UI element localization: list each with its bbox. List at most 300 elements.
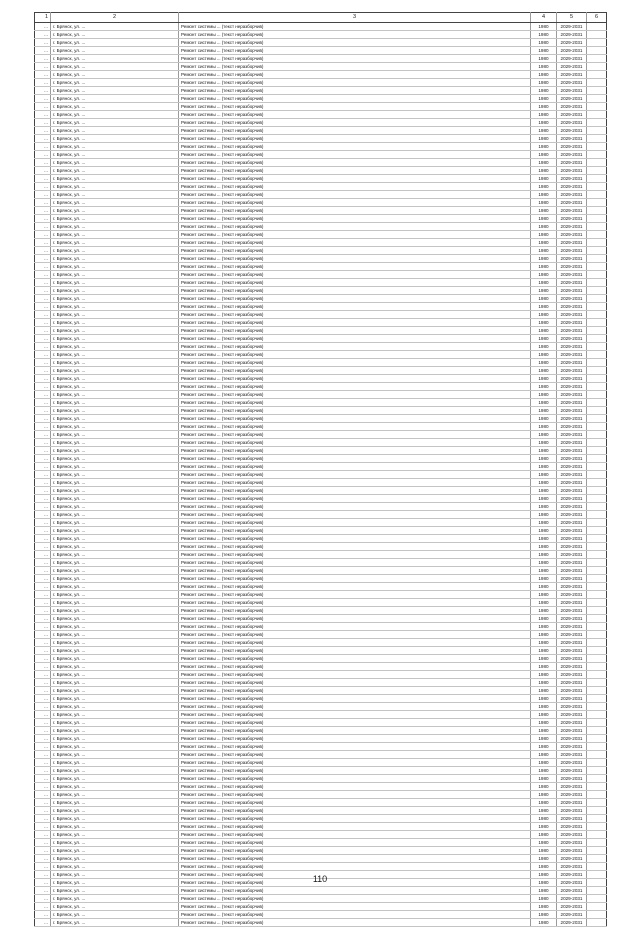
period-cell: 2029-2031 xyxy=(557,663,587,671)
table-row xyxy=(35,335,607,343)
table-row xyxy=(35,215,607,223)
work-description-cell: Ремонт системы ... (текст неразборчив) xyxy=(179,607,531,615)
year-cell: 1980 xyxy=(531,383,557,391)
period-cell: 2029-2031 xyxy=(557,847,587,855)
address-cell: г. Брянск, ул. ... xyxy=(51,615,179,623)
period-cell: 2029-2031 xyxy=(557,71,587,79)
address-cell: г. Брянск, ул. ... xyxy=(51,63,179,71)
year-cell: 1980 xyxy=(531,743,557,751)
table-row xyxy=(35,607,607,615)
address-cell: г. Брянск, ул. ... xyxy=(51,23,179,31)
address-cell: г. Брянск, ул. ... xyxy=(51,695,179,703)
extra-cell xyxy=(587,295,607,303)
table-row xyxy=(35,47,607,55)
year-cell: 1980 xyxy=(531,695,557,703)
row-number-cell: ... xyxy=(35,55,51,63)
address-cell: г. Брянск, ул. ... xyxy=(51,95,179,103)
row-number-cell: ... xyxy=(35,855,51,863)
row-number-cell: ... xyxy=(35,783,51,791)
table-row xyxy=(35,439,607,447)
extra-cell xyxy=(587,199,607,207)
table-row xyxy=(35,79,607,87)
address-cell: г. Брянск, ул. ... xyxy=(51,447,179,455)
table-row xyxy=(35,263,607,271)
period-cell: 2029-2031 xyxy=(557,615,587,623)
extra-cell xyxy=(587,359,607,367)
period-cell: 2029-2031 xyxy=(557,911,587,919)
period-cell: 2029-2031 xyxy=(557,799,587,807)
period-cell: 2029-2031 xyxy=(557,607,587,615)
address-cell: г. Брянск, ул. ... xyxy=(51,231,179,239)
period-cell: 2029-2031 xyxy=(557,95,587,103)
address-cell: г. Брянск, ул. ... xyxy=(51,783,179,791)
period-cell: 2029-2031 xyxy=(557,447,587,455)
work-description-cell: Ремонт системы ... (текст неразборчив) xyxy=(179,415,531,423)
table-row xyxy=(35,223,607,231)
table-row xyxy=(35,903,607,911)
address-cell: г. Брянск, ул. ... xyxy=(51,351,179,359)
table-row xyxy=(35,135,607,143)
year-cell: 1980 xyxy=(531,439,557,447)
address-cell: г. Брянск, ул. ... xyxy=(51,919,179,927)
work-description-cell: Ремонт системы ... (текст неразборчив) xyxy=(179,543,531,551)
extra-cell xyxy=(587,767,607,775)
extra-cell xyxy=(587,743,607,751)
table-row xyxy=(35,671,607,679)
work-description-cell: Ремонт системы ... (текст неразборчив) xyxy=(179,143,531,151)
work-description-cell: Ремонт системы ... (текст неразборчив) xyxy=(179,775,531,783)
work-description-cell: Ремонт системы ... (текст неразборчив) xyxy=(179,239,531,247)
period-cell: 2029-2031 xyxy=(557,815,587,823)
year-cell: 1980 xyxy=(531,679,557,687)
period-cell: 2029-2031 xyxy=(557,495,587,503)
row-number-cell: ... xyxy=(35,871,51,879)
year-cell: 1980 xyxy=(531,319,557,327)
work-description-cell: Ремонт системы ... (текст неразборчив) xyxy=(179,847,531,855)
row-number-cell: ... xyxy=(35,111,51,119)
address-cell: г. Брянск, ул. ... xyxy=(51,463,179,471)
year-cell: 1980 xyxy=(531,135,557,143)
work-description-cell: Ремонт системы ... (текст неразборчив) xyxy=(179,191,531,199)
table-row xyxy=(35,839,607,847)
work-description-cell: Ремонт системы ... (текст неразборчив) xyxy=(179,255,531,263)
period-cell: 2029-2031 xyxy=(557,687,587,695)
extra-cell xyxy=(587,887,607,895)
row-number-cell: ... xyxy=(35,791,51,799)
address-cell: г. Брянск, ул. ... xyxy=(51,623,179,631)
row-number-cell: ... xyxy=(35,567,51,575)
period-cell: 2029-2031 xyxy=(557,327,587,335)
period-cell: 2029-2031 xyxy=(557,407,587,415)
address-cell: г. Брянск, ул. ... xyxy=(51,263,179,271)
year-cell: 1980 xyxy=(531,895,557,903)
period-cell: 2029-2031 xyxy=(557,655,587,663)
row-number-cell: ... xyxy=(35,255,51,263)
row-number-cell: ... xyxy=(35,551,51,559)
row-number-cell: ... xyxy=(35,607,51,615)
work-description-cell: Ремонт системы ... (текст неразборчив) xyxy=(179,767,531,775)
extra-cell xyxy=(587,855,607,863)
table-row xyxy=(35,367,607,375)
address-cell: г. Брянск, ул. ... xyxy=(51,495,179,503)
period-cell: 2029-2031 xyxy=(557,183,587,191)
table-row xyxy=(35,199,607,207)
work-description-cell: Ремонт системы ... (текст неразборчив) xyxy=(179,487,531,495)
address-cell: г. Брянск, ул. ... xyxy=(51,31,179,39)
period-cell: 2029-2031 xyxy=(557,231,587,239)
row-number-cell: ... xyxy=(35,271,51,279)
period-cell: 2029-2031 xyxy=(557,695,587,703)
work-description-cell: Ремонт системы ... (текст неразборчив) xyxy=(179,871,531,879)
row-number-cell: ... xyxy=(35,79,51,87)
work-description-cell: Ремонт системы ... (текст неразборчив) xyxy=(179,719,531,727)
extra-cell xyxy=(587,463,607,471)
extra-cell xyxy=(587,831,607,839)
row-number-cell: ... xyxy=(35,71,51,79)
work-description-cell: Ремонт системы ... (текст неразборчив) xyxy=(179,135,531,143)
year-cell: 1980 xyxy=(531,207,557,215)
address-cell: г. Брянск, ул. ... xyxy=(51,127,179,135)
year-cell: 1980 xyxy=(531,583,557,591)
year-cell: 1980 xyxy=(531,263,557,271)
table-row xyxy=(35,479,607,487)
year-cell: 1980 xyxy=(531,887,557,895)
year-cell: 1980 xyxy=(531,23,557,31)
column-header-6: 6 xyxy=(587,13,607,23)
table-row xyxy=(35,615,607,623)
work-description-cell: Ремонт системы ... (текст неразборчив) xyxy=(179,311,531,319)
row-number-cell: ... xyxy=(35,295,51,303)
table-row xyxy=(35,767,607,775)
extra-cell xyxy=(587,263,607,271)
address-cell: г. Брянск, ул. ... xyxy=(51,751,179,759)
work-description-cell: Ремонт системы ... (текст неразборчив) xyxy=(179,39,531,47)
period-cell: 2029-2031 xyxy=(557,207,587,215)
row-number-cell: ... xyxy=(35,823,51,831)
work-description-cell: Ремонт системы ... (текст неразборчив) xyxy=(179,247,531,255)
table-row xyxy=(35,655,607,663)
year-cell: 1980 xyxy=(531,159,557,167)
address-cell: г. Брянск, ул. ... xyxy=(51,511,179,519)
work-description-cell: Ремонт системы ... (текст неразборчив) xyxy=(179,919,531,927)
row-number-cell: ... xyxy=(35,415,51,423)
extra-cell xyxy=(587,287,607,295)
table-row xyxy=(35,39,607,47)
period-cell: 2029-2031 xyxy=(557,719,587,727)
period-cell: 2029-2031 xyxy=(557,703,587,711)
address-cell: г. Брянск, ул. ... xyxy=(51,535,179,543)
row-number-cell: ... xyxy=(35,839,51,847)
row-number-cell: ... xyxy=(35,751,51,759)
table-row xyxy=(35,911,607,919)
work-description-cell: Ремонт системы ... (текст неразборчив) xyxy=(179,119,531,127)
table-row xyxy=(35,551,607,559)
address-cell: г. Брянск, ул. ... xyxy=(51,143,179,151)
row-number-cell: ... xyxy=(35,503,51,511)
table-row xyxy=(35,487,607,495)
page-number: 110 xyxy=(312,874,328,884)
table-row xyxy=(35,471,607,479)
table-row xyxy=(35,631,607,639)
table-row xyxy=(35,391,607,399)
extra-cell xyxy=(587,79,607,87)
table-row xyxy=(35,759,607,767)
work-description-cell: Ремонт системы ... (текст неразборчив) xyxy=(179,71,531,79)
column-header-4: 4 xyxy=(531,13,557,23)
table-row xyxy=(35,303,607,311)
period-cell: 2029-2031 xyxy=(557,583,587,591)
period-cell: 2029-2031 xyxy=(557,295,587,303)
work-description-cell: Ремонт системы ... (текст неразборчив) xyxy=(179,639,531,647)
table-row xyxy=(35,119,607,127)
address-cell: г. Брянск, ул. ... xyxy=(51,855,179,863)
address-cell: г. Брянск, ул. ... xyxy=(51,159,179,167)
period-cell: 2029-2031 xyxy=(557,151,587,159)
year-cell: 1980 xyxy=(531,503,557,511)
year-cell: 1980 xyxy=(531,831,557,839)
year-cell: 1980 xyxy=(531,767,557,775)
year-cell: 1980 xyxy=(531,839,557,847)
work-description-cell: Ремонт системы ... (текст неразборчив) xyxy=(179,623,531,631)
year-cell: 1980 xyxy=(531,167,557,175)
period-cell: 2029-2031 xyxy=(557,343,587,351)
address-cell: г. Брянск, ул. ... xyxy=(51,759,179,767)
year-cell: 1980 xyxy=(531,711,557,719)
period-cell: 2029-2031 xyxy=(557,23,587,31)
row-number-cell: ... xyxy=(35,399,51,407)
year-cell: 1980 xyxy=(531,703,557,711)
row-number-cell: ... xyxy=(35,807,51,815)
table-row xyxy=(35,599,607,607)
year-cell: 1980 xyxy=(531,231,557,239)
period-cell: 2029-2031 xyxy=(557,191,587,199)
year-cell: 1980 xyxy=(531,31,557,39)
row-number-cell: ... xyxy=(35,599,51,607)
work-description-cell: Ремонт системы ... (текст неразборчив) xyxy=(179,63,531,71)
address-cell: г. Брянск, ул. ... xyxy=(51,175,179,183)
table-row xyxy=(35,567,607,575)
extra-cell xyxy=(587,143,607,151)
extra-cell xyxy=(587,559,607,567)
period-cell: 2029-2031 xyxy=(557,103,587,111)
year-cell: 1980 xyxy=(531,279,557,287)
period-cell: 2029-2031 xyxy=(557,919,587,927)
address-cell: г. Брянск, ул. ... xyxy=(51,319,179,327)
address-cell: г. Брянск, ул. ... xyxy=(51,167,179,175)
work-description-cell: Ремонт системы ... (текст неразборчив) xyxy=(179,431,531,439)
period-cell: 2029-2031 xyxy=(557,479,587,487)
table-row xyxy=(35,399,607,407)
year-cell: 1980 xyxy=(531,151,557,159)
address-cell: г. Брянск, ул. ... xyxy=(51,311,179,319)
extra-cell xyxy=(587,95,607,103)
table-row xyxy=(35,815,607,823)
work-description-cell: Ремонт системы ... (текст неразборчив) xyxy=(179,407,531,415)
extra-cell xyxy=(587,815,607,823)
period-cell: 2029-2031 xyxy=(557,759,587,767)
address-cell: г. Брянск, ул. ... xyxy=(51,39,179,47)
year-cell: 1980 xyxy=(531,79,557,87)
row-number-cell: ... xyxy=(35,695,51,703)
year-cell: 1980 xyxy=(531,183,557,191)
row-number-cell: ... xyxy=(35,495,51,503)
extra-cell xyxy=(587,863,607,871)
period-cell: 2029-2031 xyxy=(557,159,587,167)
year-cell: 1980 xyxy=(531,111,557,119)
address-cell: г. Брянск, ул. ... xyxy=(51,239,179,247)
table-row xyxy=(35,359,607,367)
extra-cell xyxy=(587,431,607,439)
table-row xyxy=(35,191,607,199)
table-row xyxy=(35,583,607,591)
year-cell: 1980 xyxy=(531,783,557,791)
address-cell: г. Брянск, ул. ... xyxy=(51,839,179,847)
period-cell: 2029-2031 xyxy=(557,351,587,359)
period-cell: 2029-2031 xyxy=(557,503,587,511)
column-header-5: 5 xyxy=(557,13,587,23)
row-number-cell: ... xyxy=(35,407,51,415)
work-description-cell: Ремонт системы ... (текст неразборчив) xyxy=(179,751,531,759)
work-description-cell: Ремонт системы ... (текст неразборчив) xyxy=(179,87,531,95)
table-row xyxy=(35,319,607,327)
year-cell: 1980 xyxy=(531,271,557,279)
extra-cell xyxy=(587,47,607,55)
row-number-cell: ... xyxy=(35,575,51,583)
year-cell: 1980 xyxy=(531,919,557,927)
extra-cell xyxy=(587,303,607,311)
extra-cell xyxy=(587,663,607,671)
table-row xyxy=(35,855,607,863)
row-number-cell: ... xyxy=(35,831,51,839)
row-number-cell: ... xyxy=(35,527,51,535)
row-number-cell: ... xyxy=(35,743,51,751)
address-cell: г. Брянск, ул. ... xyxy=(51,271,179,279)
work-description-cell: Ремонт системы ... (текст неразборчив) xyxy=(179,447,531,455)
period-cell: 2029-2031 xyxy=(557,311,587,319)
work-description-cell: Ремонт системы ... (текст неразборчив) xyxy=(179,287,531,295)
address-cell: г. Брянск, ул. ... xyxy=(51,479,179,487)
extra-cell xyxy=(587,135,607,143)
period-cell: 2029-2031 xyxy=(557,391,587,399)
extra-cell xyxy=(587,23,607,31)
row-number-cell: ... xyxy=(35,479,51,487)
row-number-cell: ... xyxy=(35,863,51,871)
work-description-cell: Ремонт системы ... (текст неразборчив) xyxy=(179,303,531,311)
table-row xyxy=(35,735,607,743)
extra-cell xyxy=(587,487,607,495)
work-description-cell: Ремонт системы ... (текст неразборчив) xyxy=(179,903,531,911)
work-description-cell: Ремонт системы ... (текст неразборчив) xyxy=(179,383,531,391)
year-cell: 1980 xyxy=(531,175,557,183)
table-row xyxy=(35,295,607,303)
extra-cell xyxy=(587,535,607,543)
work-description-cell: Ремонт системы ... (текст неразборчив) xyxy=(179,375,531,383)
row-number-cell: ... xyxy=(35,847,51,855)
work-description-cell: Ремонт системы ... (текст неразборчив) xyxy=(179,647,531,655)
extra-cell xyxy=(587,703,607,711)
work-description-cell: Ремонт системы ... (текст неразборчив) xyxy=(179,823,531,831)
extra-cell xyxy=(587,695,607,703)
year-cell: 1980 xyxy=(531,399,557,407)
work-description-cell: Ремонт системы ... (текст неразборчив) xyxy=(179,839,531,847)
table-row xyxy=(35,271,607,279)
period-cell: 2029-2031 xyxy=(557,903,587,911)
address-cell: г. Брянск, ул. ... xyxy=(51,575,179,583)
address-cell: г. Брянск, ул. ... xyxy=(51,103,179,111)
work-description-cell: Ремонт системы ... (текст неразборчив) xyxy=(179,399,531,407)
address-cell: г. Брянск, ул. ... xyxy=(51,359,179,367)
year-cell: 1980 xyxy=(531,359,557,367)
address-cell: г. Брянск, ул. ... xyxy=(51,423,179,431)
year-cell: 1980 xyxy=(531,95,557,103)
table-row xyxy=(35,143,607,151)
year-cell: 1980 xyxy=(531,127,557,135)
registry-table xyxy=(34,12,607,927)
extra-cell xyxy=(587,575,607,583)
row-number-cell: ... xyxy=(35,623,51,631)
row-number-cell: ... xyxy=(35,735,51,743)
year-cell: 1980 xyxy=(531,855,557,863)
address-cell: г. Брянск, ул. ... xyxy=(51,671,179,679)
address-cell: г. Брянск, ул. ... xyxy=(51,279,179,287)
row-number-cell: ... xyxy=(35,767,51,775)
extra-cell xyxy=(587,711,607,719)
work-description-cell: Ремонт системы ... (текст неразборчив) xyxy=(179,207,531,215)
work-description-cell: Ремонт системы ... (текст неразборчив) xyxy=(179,127,531,135)
extra-cell xyxy=(587,895,607,903)
row-number-cell: ... xyxy=(35,119,51,127)
row-number-cell: ... xyxy=(35,95,51,103)
address-cell: г. Брянск, ул. ... xyxy=(51,439,179,447)
period-cell: 2029-2031 xyxy=(557,47,587,55)
extra-cell xyxy=(587,407,607,415)
period-cell: 2029-2031 xyxy=(557,431,587,439)
year-cell: 1980 xyxy=(531,639,557,647)
table-row xyxy=(35,743,607,751)
extra-cell xyxy=(587,343,607,351)
extra-cell xyxy=(587,495,607,503)
period-cell: 2029-2031 xyxy=(557,727,587,735)
period-cell: 2029-2031 xyxy=(557,119,587,127)
address-cell: г. Брянск, ул. ... xyxy=(51,79,179,87)
work-description-cell: Ремонт системы ... (текст неразборчив) xyxy=(179,511,531,519)
address-cell: г. Брянск, ул. ... xyxy=(51,151,179,159)
period-cell: 2029-2031 xyxy=(557,111,587,119)
work-description-cell: Ремонт системы ... (текст неразборчив) xyxy=(179,567,531,575)
year-cell: 1980 xyxy=(531,911,557,919)
extra-cell xyxy=(587,39,607,47)
extra-cell xyxy=(587,31,607,39)
period-cell: 2029-2031 xyxy=(557,383,587,391)
work-description-cell: Ремонт системы ... (текст неразборчив) xyxy=(179,111,531,119)
period-cell: 2029-2031 xyxy=(557,559,587,567)
table-row xyxy=(35,799,607,807)
work-description-cell: Ремонт системы ... (текст неразборчив) xyxy=(179,471,531,479)
year-cell: 1980 xyxy=(531,55,557,63)
period-cell: 2029-2031 xyxy=(557,39,587,47)
period-cell: 2029-2031 xyxy=(557,767,587,775)
row-number-cell: ... xyxy=(35,239,51,247)
address-cell: г. Брянск, ул. ... xyxy=(51,887,179,895)
year-cell: 1980 xyxy=(531,807,557,815)
extra-cell xyxy=(587,911,607,919)
row-number-cell: ... xyxy=(35,679,51,687)
row-number-cell: ... xyxy=(35,687,51,695)
period-cell: 2029-2031 xyxy=(557,831,587,839)
year-cell: 1980 xyxy=(531,407,557,415)
work-description-cell: Ремонт системы ... (текст неразборчив) xyxy=(179,583,531,591)
row-number-cell: ... xyxy=(35,535,51,543)
